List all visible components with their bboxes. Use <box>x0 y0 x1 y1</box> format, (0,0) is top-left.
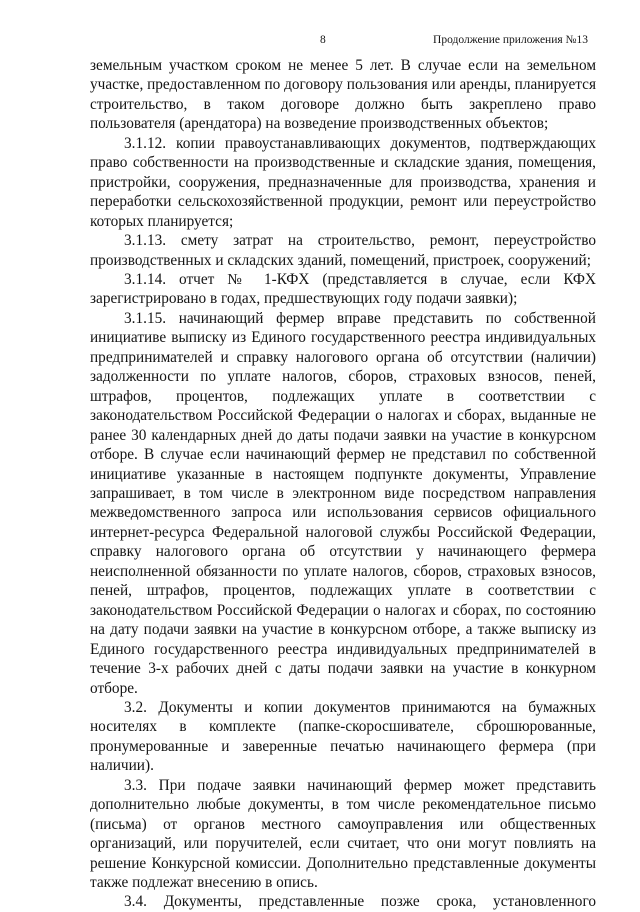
paragraph-3-1-14: 3.1.14. отчет № 1-КФХ (представляется в случае, если КФХ зарегистрировано в годах, предшествующих году подачи заявки); <box>90 270 596 308</box>
paragraph-3-3: 3.3. При подаче заявки начинающий фермер может представить дополнительно любые документы, в том числе рекомендательное письмо (письма) от органов местного самоуправления или общественных организаций, или поручителей, если считает, что они могут повлиять на решение Конкурсной комиссии. Дополнительно представленные документы также подлежат внесению в опись. <box>90 776 596 892</box>
paragraph-3-1-15: 3.1.15. начинающий фермер вправе представить по собственной инициативе выписку из Единого государственного реестра индивидуальных предпринимателей и справку налогового органа об отсутствии (наличии) задолженности по уплате налогов, сборов, страховых взносов, пеней, штрафов, процентов, подлежащих уплате в соответствии с законодательством Российской Федерации о налогах и сборах, выданные не ранее 30 календарных дней до даты подачи заявки на участие в конкурсном отборе. В случае если начинающий фермер не представил по собственной инициативе указанные в настоящем подпункте документы, Управление запрашивает, в том числе в электронном виде посредством направления межведомственного запроса или использования сервисов официального интернет-ресурса Федеральной налоговой службы Российской Федерации, справку налогового органа об отсутствии у начинающего фермера неисполненной обязанности по уплате налогов, сборов, страховых взносов, пеней, штрафов, процентов, подлежащих уплате в соответствии с законодательством Российской Федерации о налогах и сборах, по состоянию на дату подачи заявки на участие в конкурсном отборе, а также выписку из Единого государственного реестра индивидуальных предпринимателей в течение 3-х рабочих дней с даты подачи заявки на участие в конкурном отборе. <box>90 309 596 697</box>
page-number: 8 <box>320 34 326 46</box>
paragraph-3-1-13: 3.1.13. смету затрат на строительство, ремонт, переустройство производственных и складских зданий, помещений, пристроек, сооружений; <box>90 232 596 269</box>
appendix-continuation-label: Продолжение приложения №13 <box>433 34 588 46</box>
paragraph-3-4: 3.4. Документы, представленные позже срока, установленного <box>124 893 596 911</box>
paragraph-land-lease-continuation: земельным участком сроком не менее 5 лет. В случае если на земельном участке, предоставленном по договору пользования или аренды, планируется строительство, в таком договоре должно быть закреплено право пользователя (арендатора) на возведение производственных объектов; <box>90 57 596 133</box>
document-body <box>90 56 596 912</box>
paragraph-3-2: 3.2. Документы и копии документов принимаются на бумажных носителях в комплекте (папке-скоросшивателе, сброшюрованные, пронумерованные и заверенные печатью начинающего фермера (при наличии). <box>90 698 596 775</box>
paragraph-3-1-12: 3.1.12. копии правоустанавливающих документов, подтверждающих право собственности на производственные и складские здания, помещения, пристройки, сооружения, предназначенные для производства, хранения и переработки сельскохозяйственной продукции, ремонт или переустройство которых планируется; <box>90 134 596 230</box>
